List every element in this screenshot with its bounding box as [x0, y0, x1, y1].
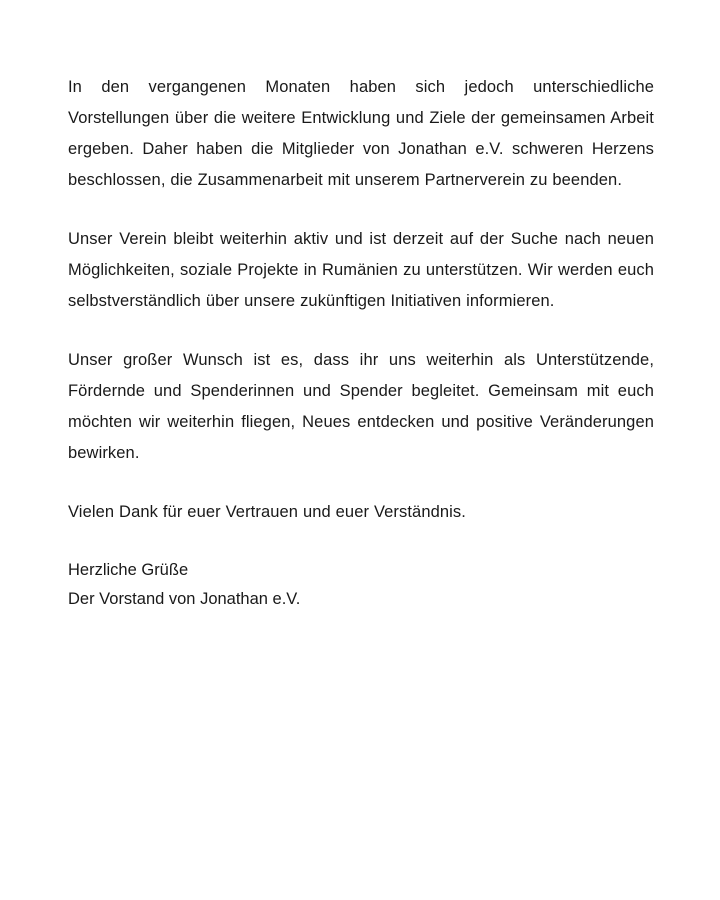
- paragraph-2: Unser Verein bleibt weiterhin aktiv und ist derzeit auf der Suche nach neuen Möglichkeiten, soziale Projekte in Rumänien zu unterstützen. Wir werden euch selbstverständlich über unsere zukünftigen Initiativen informieren.: [68, 230, 654, 310]
- signature-sender: Der Vorstand von Jonathan e.V.: [68, 590, 301, 608]
- paragraph-4: Vielen Dank für euer Vertrauen und euer Verständnis.: [68, 503, 466, 521]
- signature-greeting: Herzliche Grüße: [68, 561, 189, 579]
- document-body: [68, 72, 654, 614]
- paragraph-3: Unser großer Wunsch ist es, dass ihr uns weiterhin als Unterstützende, Fördernde und Spenderinnen und Spender begleitet. Gemeinsam mit euch möchten wir weiterhin fliegen, Neues entdecken und positive Veränderungen bewirken.: [68, 351, 654, 462]
- paragraph-1: In den vergangenen Monaten haben sich jedoch unterschiedliche Vorstellungen über die weitere Entwicklung und Ziele der gemeinsamen Arbeit ergeben. Daher haben die Mitglieder von Jonathan e.V. schweren Herzens beschlossen, die Zusammenarbeit mit unserem Partnerverein zu beenden.: [68, 78, 654, 189]
- signature-block: [68, 556, 654, 614]
